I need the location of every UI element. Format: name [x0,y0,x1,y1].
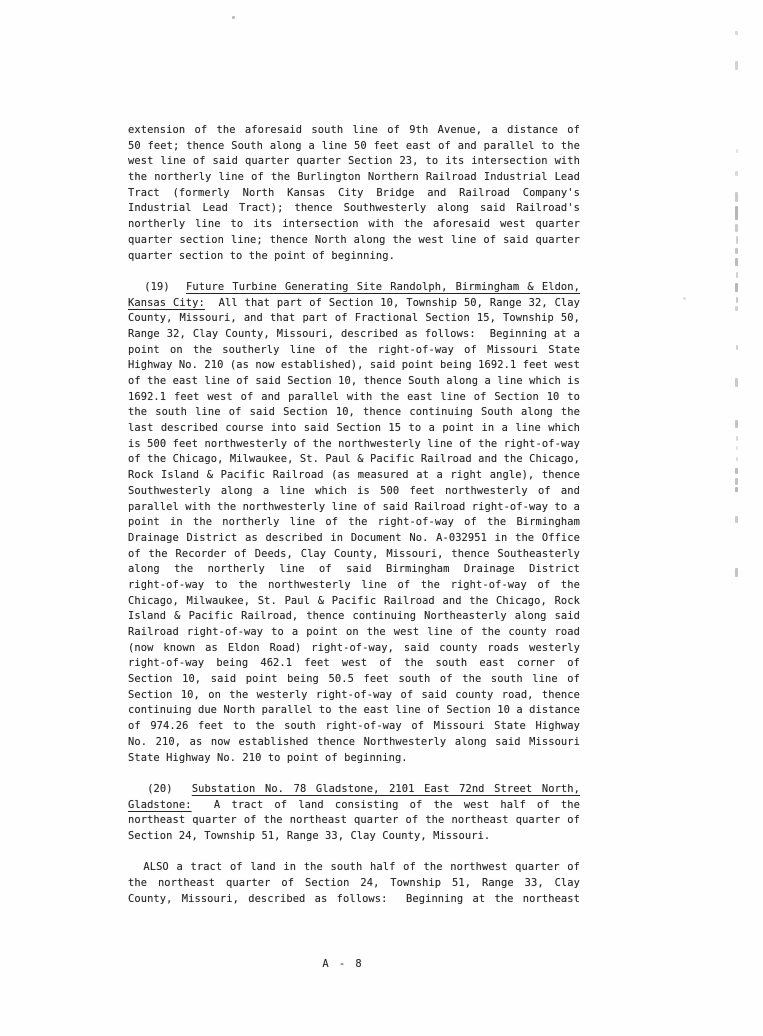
text-line: State Highway No. 210 to point of beginning. [128,751,408,764]
text-line: No. 210, as now established thence Northwesterly along said Missouri [128,735,580,748]
text-line: of the Chicago, Milwaukee, St. Paul & Pacific Railroad and the Chicago, [128,453,580,466]
scan-artifact [683,297,686,300]
text-line: northeast quarter of the northeast quarter of the northeast quarter of [128,814,580,827]
scan-artifact [735,283,738,292]
text-line: Section 24, Township 51, Range 33, Clay County, Missouri. [128,829,491,842]
text-line: northerly line to its intersection with the aforesaid west quarter [128,218,580,231]
text-line: the south line of said Section 10, thence continuing South along the [128,406,580,419]
text-segment: (20) [128,782,192,795]
text-line: quarter section to the point of beginning. [128,249,395,262]
text-line: County, Missouri, described as follows: Beginning at the northeast [128,892,580,905]
scan-artifact [735,468,738,474]
text-line: quarter section line; thence North along the west line of said quarter [128,233,580,246]
underlined-heading-text: Future Turbine Generating Site Randolph, Birmingham & Eldon, [186,280,580,293]
scan-artifact [735,378,738,387]
text-line: is 500 feet northwesterly of the northwesterly line of the right-of-way [128,437,580,450]
text-line: Southwesterly along a line which is 500 feet northwesterly of and [128,484,580,497]
scan-artifact [736,446,738,450]
scan-artifact [735,420,738,428]
text-line: parallel with the northwesterly line of said Railroad right-of-way to a [128,500,580,513]
text-line: Range 32, Clay County, Missouri, described as follows: Beginning at a [128,327,580,340]
scan-artifact [735,192,738,202]
scan-artifact [735,487,738,492]
page-number: A - 8 [322,958,364,970]
text-line: right-of-way being 462.1 feet west of the south east corner of [128,657,580,670]
scan-artifact [735,171,738,176]
text-line: Industrial Lead Tract); thence Southwesterly along said Railroad's [128,202,580,215]
text-line: the northerly line of the Burlington Northern Railroad Industrial Lead [128,171,580,184]
scan-artifact [736,297,738,303]
text-line: Chicago, Milwaukee, St. Paul & Pacific Railroad and the Chicago, Rock [128,594,580,607]
text-line: continuing due North parallel to the east line of Section 10 a distance [128,704,580,717]
scan-artifact [736,272,738,278]
scan-artifact [736,345,738,350]
text-line: right-of-way to the northwesterly line of the right-of-way of the [128,578,580,591]
text-segment: All that part of Section 10, Township 50, Range 32, Clay [204,296,580,309]
scan-artifact [736,436,738,441]
underlined-heading-text: Kansas City: [128,296,205,309]
text-line: (now known as Eldon Road) right-of-way, said county roads westerly [128,641,580,654]
text-line: west line of said quarter quarter Section 23, to its intersection with [128,155,580,168]
text-line: last described course into said Section 15 to a point in a line which [128,422,580,435]
text-line: the northeast quarter of Section 24, Township 51, Range 33, Clay [128,877,580,889]
scan-artifact [735,248,738,254]
scan-artifact [735,516,738,523]
text-line: of 974.26 feet to the south right-of-way of Missouri State Highway [128,720,580,733]
scan-artifact [735,224,738,232]
text-line: 1692.1 feet west of and parallel with the east line of Section 10 to [128,390,580,403]
text-line: extension of the aforesaid south line of 9th Avenue, a distance of [128,124,580,136]
text-segment: A tract of land consisting of the west half of the [191,798,580,811]
underlined-heading-text: Substation No. 78 Gladstone, 2101 East 72nd Street North, [191,782,580,795]
scan-artifact [735,206,738,220]
text-line: County, Missouri, and that part of Fractional Section 15, Township 50, [128,312,580,325]
underlined-heading-text: Gladstone: [128,798,192,811]
text-line [128,280,580,296]
text-line: along the northerly line of said Birmingham Drainage District [128,563,580,576]
text-line: ALSO a tract of land in the south half of the northwest quarter of [128,861,580,874]
scan-artifact [735,568,738,577]
scan-artifact [735,258,738,266]
scan-artifact [735,478,738,485]
text-line: point in the northerly line of the right-of-way of the Birmingham [128,516,580,529]
paragraph-also [128,860,580,907]
text-line [128,782,580,798]
text-line: Section 10, said point being 50.5 feet south of the south line of [128,673,580,686]
scan-artifact [735,306,738,311]
text-line: point on the southerly line of the right-of-way of Missouri State [128,343,580,356]
text-line: Island & Pacific Railroad, thence continuing Northeasterly along said [128,610,580,623]
text-segment: (19) [128,280,187,293]
text-line [128,798,580,814]
text-line: Section 10, on the westerly right-of-way of said county road, thence [128,688,580,701]
text-block [128,123,580,907]
scan-artifact [736,149,738,153]
text-line: Rock Island & Pacific Railroad (as measured at a right angle), thence [128,469,580,482]
scan-artifact [736,457,738,461]
scan-artifact [735,31,738,35]
text-line: Drainage District as described in Document No. A-032951 in the Office [128,531,580,544]
scan-artifact [232,16,235,19]
text-line: 50 feet; thence South along a line 50 feet east of and parallel to the [128,139,580,152]
text-line: Highway No. 210 (as now established), said point being 1692.1 feet west [128,359,580,372]
text-line: of the Recorder of Deeds, Clay County, Missouri, thence Southeasterly [128,547,580,560]
paragraph-20 [128,782,580,845]
text-line: Tract (formerly North Kansas City Bridge and Railroad Company's [128,186,580,199]
text-line: Railroad right-of-way to a point on the west line of the county road [128,626,580,638]
text-line: of the east line of said Section 10, thence South along a line which is [128,375,580,387]
paragraph-18-continuation [128,123,580,264]
text-line [128,296,580,312]
scan-artifact [736,236,738,244]
paragraph-19 [128,280,580,766]
scan-artifact [735,61,738,70]
